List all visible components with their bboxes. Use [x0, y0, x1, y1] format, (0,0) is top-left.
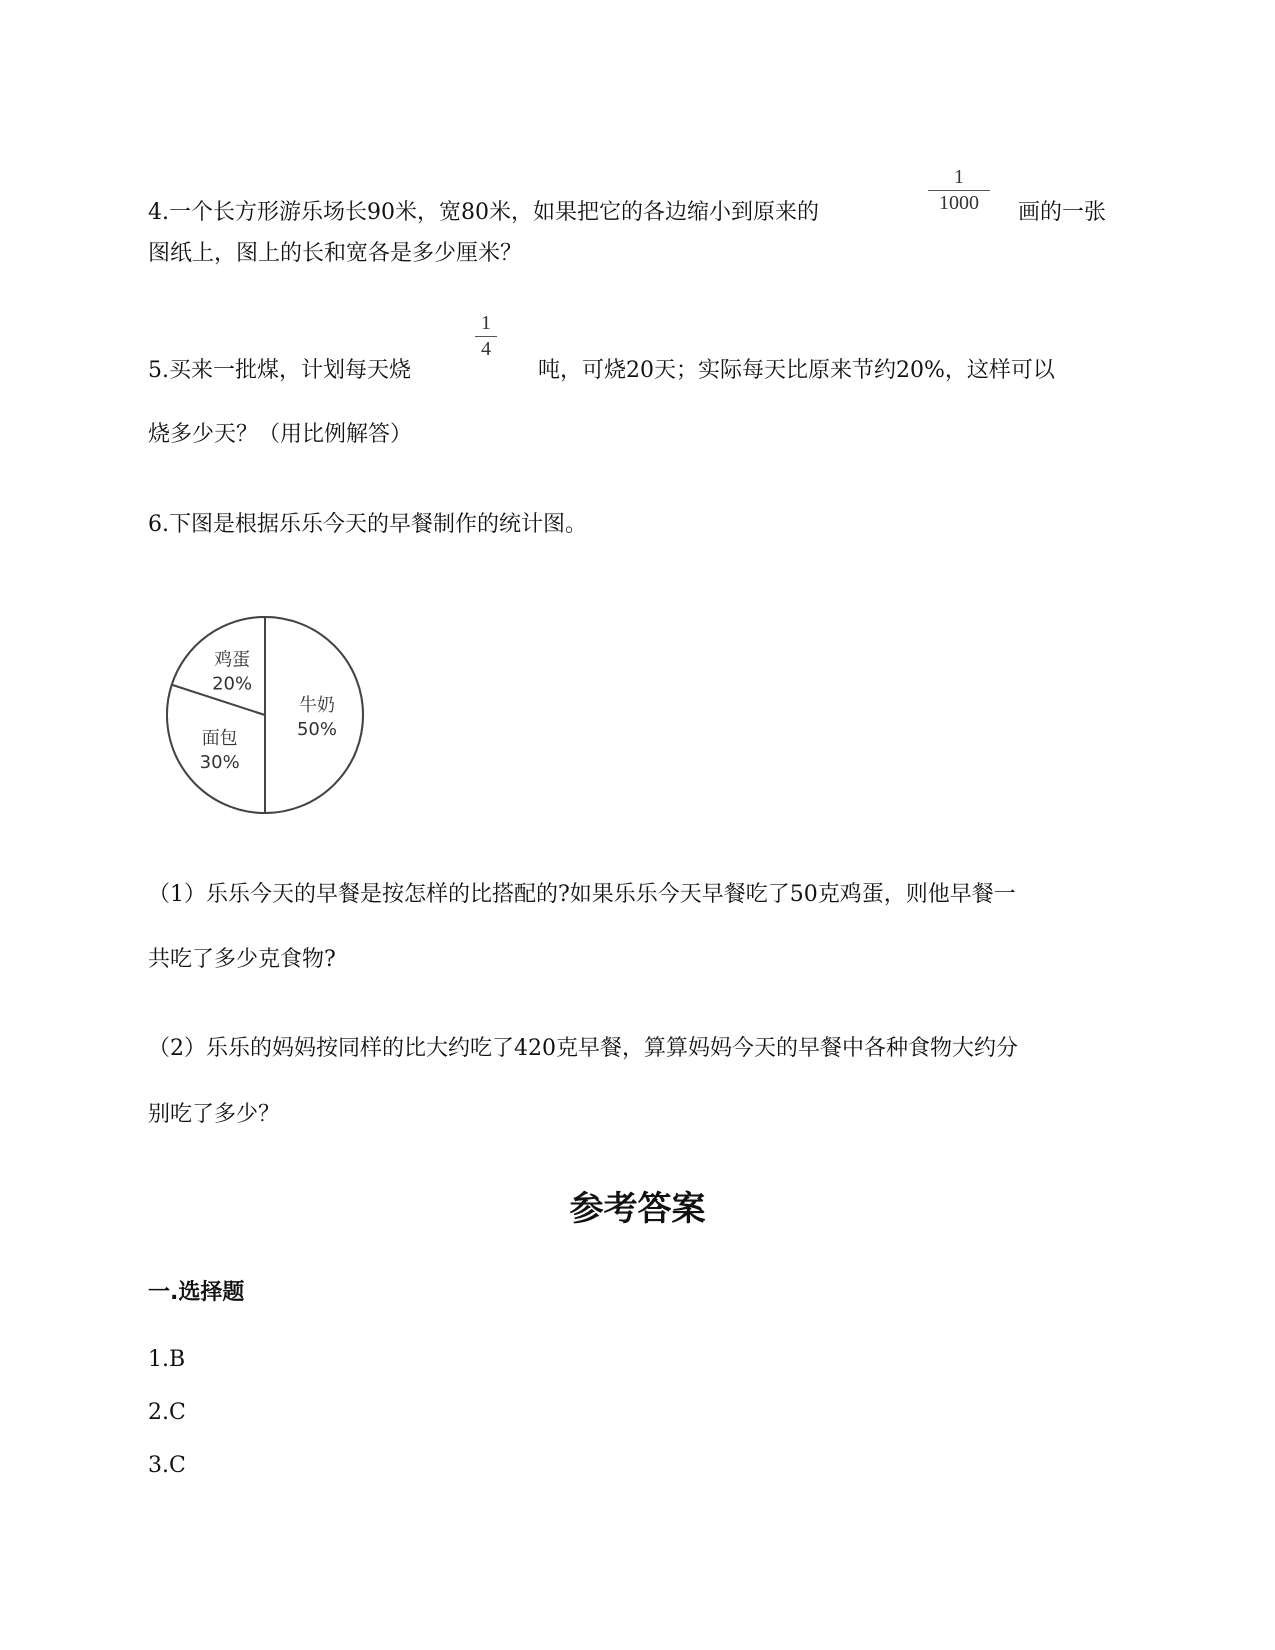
- q4-fraction-numerator: 1: [954, 166, 964, 188]
- q4-line2: 图纸上，图上的长和宽各是多少厘米？: [148, 241, 523, 266]
- q6-sub2-line1: （2）乐乐的妈妈按同样的比大约吃了420克早餐，算算妈妈今天的早餐中各种食物大约分: [148, 1036, 1018, 1061]
- q5-fraction-numerator: 1: [481, 312, 491, 334]
- pie-slice-value: 50%: [296, 719, 338, 740]
- q5-line2: 烧多少天？（用比例解答）: [148, 422, 413, 447]
- q5-line1-after: 吨，可烧20天；实际每天比原来节约20%，这样可以: [538, 358, 1055, 383]
- q4-line1-after: 画的一张: [1018, 200, 1107, 225]
- answer-item-2: 2.C: [148, 1400, 186, 1425]
- q4-line1-before: 4.一个长方形游乐场长90米，宽80米，如果把它的各边缩小到原来的: [148, 200, 819, 225]
- q5-fraction-denominator: 4: [481, 338, 491, 360]
- q6-sub1-line1: （1）乐乐今天的早餐是按怎样的比搭配的?如果乐乐今天早餐吃了50克鸡蛋，则他早餐一: [148, 882, 1016, 907]
- fraction-bar: [928, 190, 990, 191]
- answer-item-3: 3.C: [148, 1453, 186, 1478]
- pie-slice-name: 面包: [201, 727, 238, 749]
- q6-sub1-line2: 共吃了多少克食物?: [148, 947, 336, 972]
- q6-sub2-line2: 别吃了多少？: [148, 1102, 281, 1127]
- q4-fraction-denominator: 1000: [939, 192, 979, 214]
- q4-fraction: [928, 166, 990, 214]
- pie-slice-value: 30%: [199, 751, 240, 773]
- pie-slice-name: 牛奶: [299, 695, 335, 716]
- q6-intro: 6.下图是根据乐乐今天的早餐制作的统计图。: [148, 512, 587, 537]
- q5-line1-before: 5.买来一批煤，计划每天烧: [148, 358, 411, 383]
- fraction-bar: [475, 336, 497, 337]
- answer-item-1: 1.B: [148, 1347, 186, 1372]
- pie-slice-name: 鸡蛋: [214, 649, 251, 671]
- answers-section-one: 一.选择题: [148, 1280, 245, 1305]
- answers-title: 参考答案: [569, 1189, 706, 1229]
- q5-fraction: [475, 312, 497, 360]
- breakfast-pie-chart: [160, 610, 370, 820]
- pie-slice-value: 20%: [212, 673, 253, 695]
